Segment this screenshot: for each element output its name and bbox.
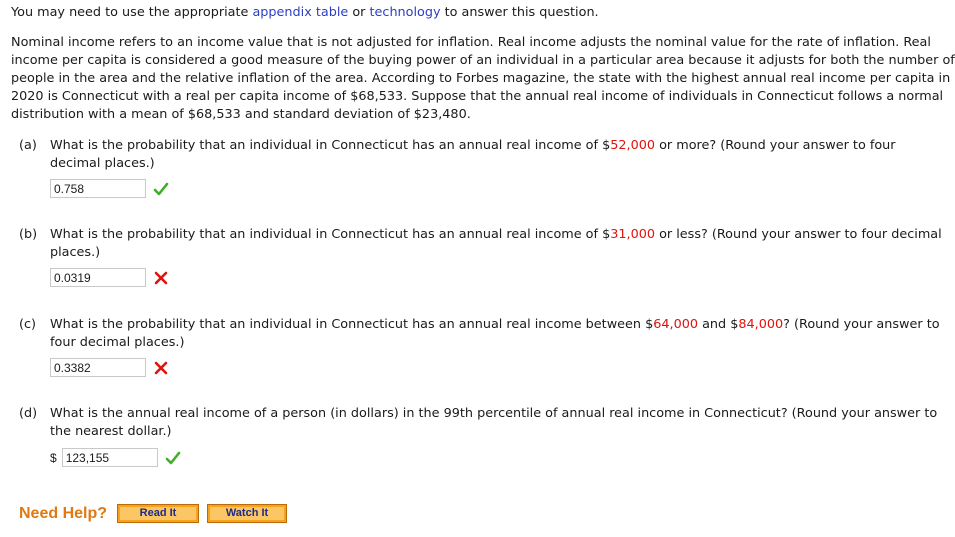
instruction-line: You may need to use the appropriate appendix table or technology to answer this question. bbox=[11, 5, 599, 20]
question-text: What is the probability that an individual in Connecticut has an annual real income of $31,000 or less? (Round your answer to four decimal places.) bbox=[50, 227, 942, 260]
part-letter: (d) bbox=[19, 406, 38, 421]
watch-it-button[interactable]: Watch It bbox=[207, 504, 287, 523]
need-help-label: Need Help? bbox=[19, 504, 108, 522]
technology-link[interactable]: technology bbox=[369, 5, 441, 20]
need-help-bar bbox=[19, 504, 295, 523]
cross-icon bbox=[153, 360, 169, 376]
appendix-table-link[interactable]: appendix table bbox=[252, 5, 349, 20]
answer-row bbox=[50, 358, 169, 377]
check-icon bbox=[165, 450, 181, 466]
answer-input-c[interactable]: 0.3382 bbox=[50, 358, 146, 377]
currency-symbol: $ bbox=[50, 450, 57, 465]
answer-input-a[interactable]: 0.758 bbox=[50, 179, 146, 198]
answer-row bbox=[50, 179, 169, 198]
answer-row bbox=[50, 268, 169, 287]
question-text: What is the annual real income of a person (in dollars) in the 99th percentile of annual real income in Connecticut? (Round your answer to the nearest dollar.) bbox=[50, 406, 938, 439]
answer-row bbox=[50, 448, 181, 467]
problem-statement: Nominal income refers to an income value that is not adjusted for inflation. Real income adjusts the nominal value for the rate of inflation. Real income per capita is considered a good measure of the buying power of an individual in a particular area because it adjusts for both the number of people in the area and the relative inflation of the area. According to Forbes magazine, the state with the highest annual real income per capita in 2020 is Connecticut with a real per capita income of $68,533. Suppose that the annual real income of individuals in Connecticut follows a normal distribution with a mean of $68,533 and standard deviation of $23,480. bbox=[11, 35, 955, 122]
part-letter: (b) bbox=[19, 227, 38, 242]
cross-icon bbox=[153, 270, 169, 286]
question-text: What is the probability that an individual in Connecticut has an annual real income between $64,000 and $84,000? (Round your answer to four decimal places.) bbox=[50, 317, 940, 350]
answer-input-d[interactable]: 123,155 bbox=[62, 448, 158, 467]
check-icon bbox=[153, 181, 169, 197]
part-letter: (c) bbox=[19, 317, 37, 332]
answer-input-b[interactable]: 0.0319 bbox=[50, 268, 146, 287]
question-text: What is the probability that an individual in Connecticut has an annual real income of $52,000 or more? (Round your answer to four decimal places.) bbox=[50, 138, 896, 171]
read-it-button[interactable]: Read It bbox=[117, 504, 199, 523]
part-letter: (a) bbox=[19, 138, 37, 153]
